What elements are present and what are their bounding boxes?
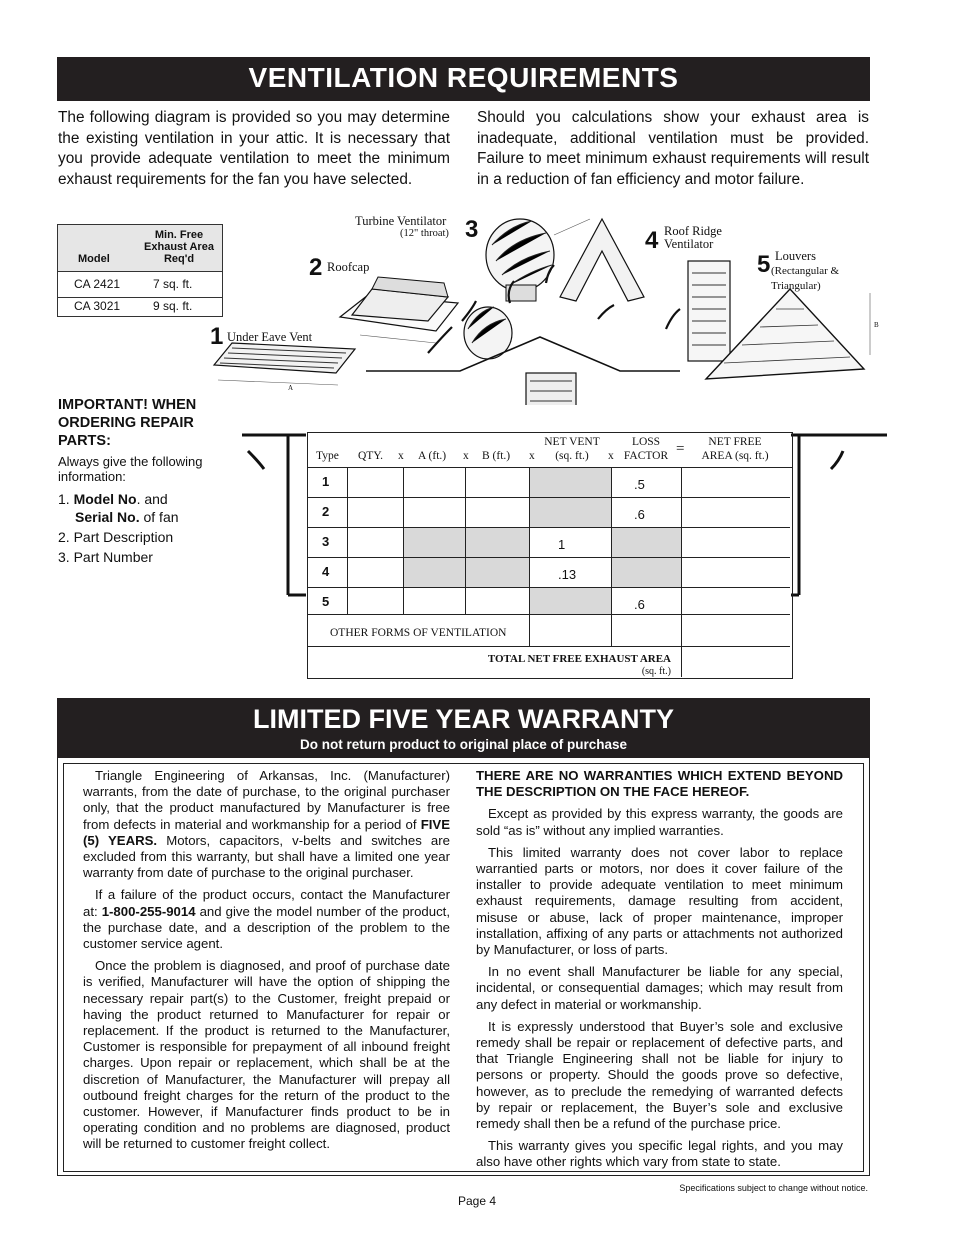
roofcap-number: 2 bbox=[309, 254, 323, 281]
loss-factor-cell bbox=[612, 528, 682, 558]
list-item: 1. Model No. and Serial No. of fan bbox=[58, 491, 179, 525]
roofcap-illustration bbox=[340, 277, 458, 343]
warranty-banner bbox=[57, 698, 870, 758]
eave-vent-label: Under Eave Vent bbox=[227, 330, 313, 344]
model-column-header: Model bbox=[78, 253, 110, 265]
list-item: 3. Part Number bbox=[58, 549, 153, 565]
net-vent-cell bbox=[530, 468, 612, 498]
warranty-paragraph: If a failure of the product occurs, contact the Manufacturer at: 1-800-255-9014 and give the model number of the product, the purchase date, and a description of the problem to the customer service agent. bbox=[83, 887, 450, 952]
total-row: TOTAL NET FREE EXHAUST AREA (sq. ft.) bbox=[308, 647, 682, 677]
louvers-sublabel: (Rectangular & Triangular) bbox=[771, 265, 840, 292]
input-cell bbox=[466, 528, 530, 558]
net-vent-cell bbox=[530, 558, 612, 588]
input-cell bbox=[348, 558, 404, 588]
warranty-paragraph: Triangle Engineering of Arkansas, Inc. (Manufacturer) warrants, from the date of purchase, to the original purchaser only, that the product manufactured by Manufacturer is free from defects in material and workmanship for a period of FIVE (5) YEARS. Motors, capacitors, v-belts and switches are excluded from this warranty, but shall have a limited one year warranty from date of purchase to the original purchaser. bbox=[83, 768, 450, 881]
vent-table-header: Type QTY. x A (ft.) x B (ft.) x NET VENT (sq. ft.) x LOSS FACTOR = NET FREE AREA (sq. ft.) bbox=[308, 433, 792, 468]
loss-factor-cell bbox=[612, 588, 682, 615]
net-vent-cell bbox=[530, 588, 612, 615]
right-eave-bracket bbox=[791, 425, 891, 605]
input-cell bbox=[404, 558, 466, 588]
net-vent-cell bbox=[530, 528, 612, 558]
eave-vent-number: 1 bbox=[210, 323, 224, 350]
important-notice bbox=[58, 396, 228, 568]
type-cell bbox=[308, 468, 348, 498]
type-cell bbox=[308, 588, 348, 615]
warranty-paragraph: Except as provided by this express warranty, the goods are sold “as is” without any implied warranties. bbox=[476, 806, 843, 838]
input-cell bbox=[348, 528, 404, 558]
type-cell bbox=[308, 528, 348, 558]
warranty-right-column bbox=[476, 768, 843, 1177]
warranty-disclaimer-head: THERE ARE NO WARRANTIES WHICH EXTEND BEYOND THE DESCRIPTION ON THE FACE HEREOF. bbox=[476, 768, 843, 800]
phone-number: 1-800-255-9014 bbox=[101, 903, 196, 919]
area-cell: 7 sq. ft. bbox=[153, 277, 193, 291]
ventilation-calculation-table bbox=[307, 432, 793, 679]
loss-factor-value: .6 bbox=[634, 507, 645, 522]
type-cell bbox=[308, 498, 348, 528]
input-cell bbox=[682, 528, 790, 558]
warranty-paragraph: Once the problem is diagnosed, and proof of purchase date is verified, Manufacturer will have the option of shipping the necessary repair part(s) to the Customer, freight prepaid or having the product returned to Manufacturer for repair or replacement. If the product is returned to the Manufacturer, Customer is responsible for prepayment of all inbound freight charges. Upon repair or replacement, which shall be at the discretion of Manufacturer, the Manufacturer will prepay all outbound freight charges for the return of the product to the customer. However, if Manufacturer finds product to be in operating condition and no problems are diagnosed, product will be returned to customer freight collect. bbox=[83, 958, 450, 1152]
loss-factor-cell bbox=[612, 558, 682, 588]
warranty-paragraph: This limited warranty does not cover labor to replace warrantied parts or motors, nor does it cover failure of the installer to provide adequate ventilation to meet minimum exhaust requirements, damage resulting from accident, misuse or abuse, lack of proper maintenance, improper installation, affixing of any parts or attachments not authorized by Manufacturer, or loss of parts. bbox=[476, 844, 843, 958]
turbine-label: Turbine Ventilator bbox=[355, 214, 447, 228]
net-vent-cell bbox=[530, 498, 612, 528]
input-cell bbox=[404, 528, 466, 558]
warranty-left-column bbox=[83, 768, 450, 1159]
input-cell bbox=[682, 558, 790, 588]
warranty-paragraph: In no event shall Manufacturer be liable for any special, incidental, or consequential damages; which may result from any defect in material or workmanship. bbox=[476, 964, 843, 1012]
ridge-number: 4 bbox=[645, 227, 659, 254]
page-number: Page 4 bbox=[457, 1194, 497, 1208]
dimension-a-label: A bbox=[288, 384, 294, 392]
input-cell bbox=[466, 558, 530, 588]
diagram-illustration bbox=[210, 205, 890, 405]
other-forms-row: OTHER FORMS OF VENTILATION bbox=[308, 615, 530, 647]
area-column-header: Min. Free Exhaust Area Req'd bbox=[144, 229, 214, 265]
warranty-subtitle: Do not return product to original place of purchase bbox=[299, 737, 628, 752]
important-title: IMPORTANT! WHEN ORDERING REPAIR PARTS: bbox=[58, 397, 197, 449]
input-cell bbox=[348, 468, 404, 498]
type-number: 2 bbox=[322, 504, 330, 519]
model-cell: CA 3021 bbox=[74, 299, 121, 313]
other-loss-cell bbox=[612, 615, 682, 647]
input-cell bbox=[466, 468, 530, 498]
rectangular-louver-illustration bbox=[688, 261, 730, 361]
house-roofline bbox=[366, 337, 680, 405]
input-cell bbox=[682, 588, 790, 615]
model-cell: CA 2421 bbox=[74, 277, 121, 291]
roofcap-label: Roofcap bbox=[327, 260, 370, 274]
louvers-number: 5 bbox=[757, 251, 771, 278]
spec-notice: Specifications subject to change without notice. bbox=[679, 1183, 868, 1193]
loss-factor-value: .5 bbox=[634, 477, 645, 492]
type-cell bbox=[308, 558, 348, 588]
input-cell bbox=[466, 588, 530, 615]
table-row bbox=[58, 275, 222, 298]
input-cell bbox=[348, 498, 404, 528]
input-cell bbox=[404, 498, 466, 528]
important-subtitle: Always give the following information: bbox=[58, 454, 203, 484]
dimension-b-label: B bbox=[874, 321, 879, 329]
input-cell bbox=[466, 498, 530, 528]
ventilation-diagram bbox=[210, 205, 890, 405]
input-cell bbox=[404, 468, 466, 498]
loss-factor-cell bbox=[612, 468, 682, 498]
net-vent-value: 1 bbox=[558, 537, 566, 552]
other-netfree-cell bbox=[682, 615, 790, 647]
input-cell bbox=[404, 588, 466, 615]
ventilation-banner bbox=[57, 57, 870, 101]
loss-factor-value: .6 bbox=[634, 597, 645, 612]
area-cell: 9 sq. ft. bbox=[153, 299, 193, 313]
model-table-header bbox=[58, 225, 222, 272]
model-requirements-table bbox=[57, 224, 223, 317]
left-eave-bracket bbox=[228, 425, 308, 605]
other-netvent-cell bbox=[530, 615, 612, 647]
loss-factor-cell bbox=[612, 498, 682, 528]
type-number: 4 bbox=[322, 564, 330, 579]
type-number: 5 bbox=[322, 594, 330, 609]
important-list bbox=[58, 490, 228, 566]
type-number: 1 bbox=[322, 474, 330, 489]
under-eave-vent-illustration bbox=[214, 343, 355, 385]
louvers-label: Louvers bbox=[775, 249, 816, 263]
input-cell bbox=[682, 468, 790, 498]
ventilation-title: VENTILATION REQUIREMENTS bbox=[248, 62, 679, 93]
input-cell bbox=[682, 498, 790, 528]
turbine-number: 3 bbox=[465, 216, 479, 243]
ridge-label: Roof Ridge Ventilator bbox=[664, 224, 722, 251]
type-number: 3 bbox=[322, 534, 330, 549]
turbine-sublabel: (12" throat) bbox=[400, 228, 449, 239]
warranty-paragraph: This warranty gives you specific legal rights, and you may also have other rights which vary from state to state. bbox=[476, 1138, 843, 1170]
warranty-title: LIMITED FIVE YEAR WARRANTY bbox=[252, 704, 675, 734]
intro-left-text: The following diagram is provided so you may determine the existing ventilation in your attic. It is necessary that you provide adequate ventilation to meet the minimum exhaust requirements for the fan you have selected. bbox=[58, 109, 450, 188]
roof-ridge-illustration bbox=[554, 219, 644, 301]
net-vent-value: .13 bbox=[558, 567, 577, 582]
warranty-paragraph: It is expressly understood that Buyer’s sole and exclusive remedy shall be repair or replacement of defective parts, and that Triangle Engineering shall not be liable for injury to persons or property. Should the goods prove so defective, however, as to preclude the remedying of warranted defects by repair or replacement, the Buyer’s sole and exclusive remedy shall then be a refund of the purchase price. bbox=[476, 1018, 843, 1132]
table-row bbox=[58, 297, 222, 319]
list-item: 2. Part Description bbox=[58, 529, 174, 545]
input-cell bbox=[348, 588, 404, 615]
intro-right-text: Should you calculations show your exhaust area is inadequate, additional ventilation must be provided. Failure to meet minimum exhaust requirements will result in a reduction of fan efficiency and motor failure. bbox=[477, 109, 869, 188]
